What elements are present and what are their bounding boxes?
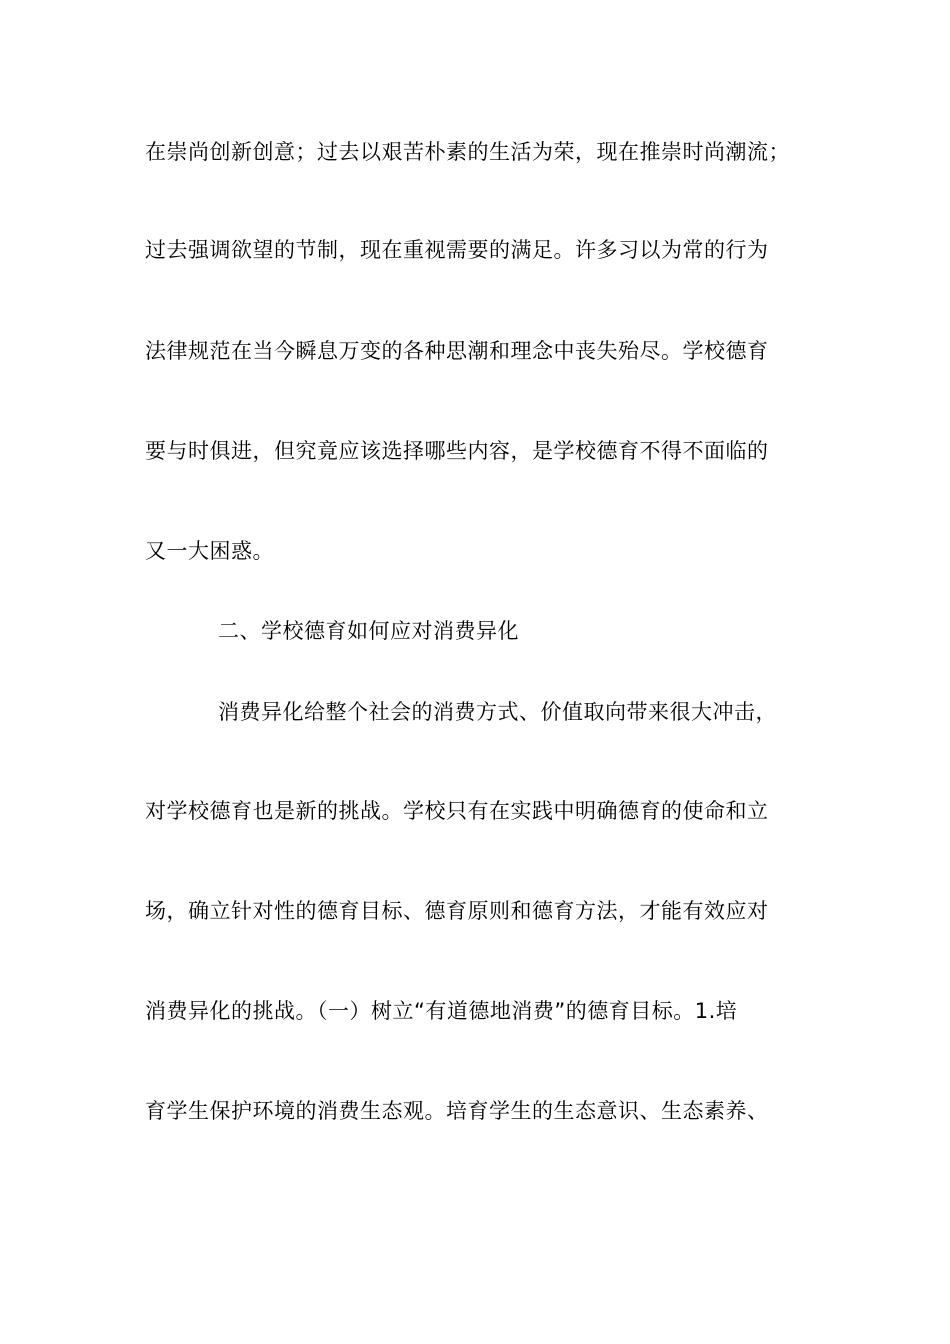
body-text-line: 消费异化的挑战。（一）树立“有道德地消费”的德育目标。1.培 [145,999,738,1023]
body-text-line: 又一大困惑。 [145,539,274,563]
body-text-line: 在崇尚创新创意；过去以艰苦朴素的生活为荣，现在推崇时尚潮流； [145,140,790,164]
body-text-line: 对学校德育也是新的挑战。学校只有在实践中明确德育的使命和立 [145,799,769,823]
body-text-line: 育学生保护环境的消费生态观。培育学生的生态意识、生态素养、 [145,1099,769,1123]
body-text-line: 过去强调欲望的节制，现在重视需要的满足。许多习以为常的行为 [145,238,769,262]
body-text-line: 消费异化给整个社会的消费方式、价值取向带来很大冲击， [218,700,777,724]
section-heading: 二、学校德育如何应对消费异化 [218,619,519,643]
body-text-line: 要与时俱进，但究竟应该选择哪些内容，是学校德育不得不面临的 [145,439,769,463]
body-text-line: 场，确立针对性的德育目标、德育原则和德育方法，才能有效应对 [145,899,769,923]
body-text-line: 法律规范在当今瞬息万变的各种思潮和理念中丧失殆尽。学校德育 [145,339,769,363]
